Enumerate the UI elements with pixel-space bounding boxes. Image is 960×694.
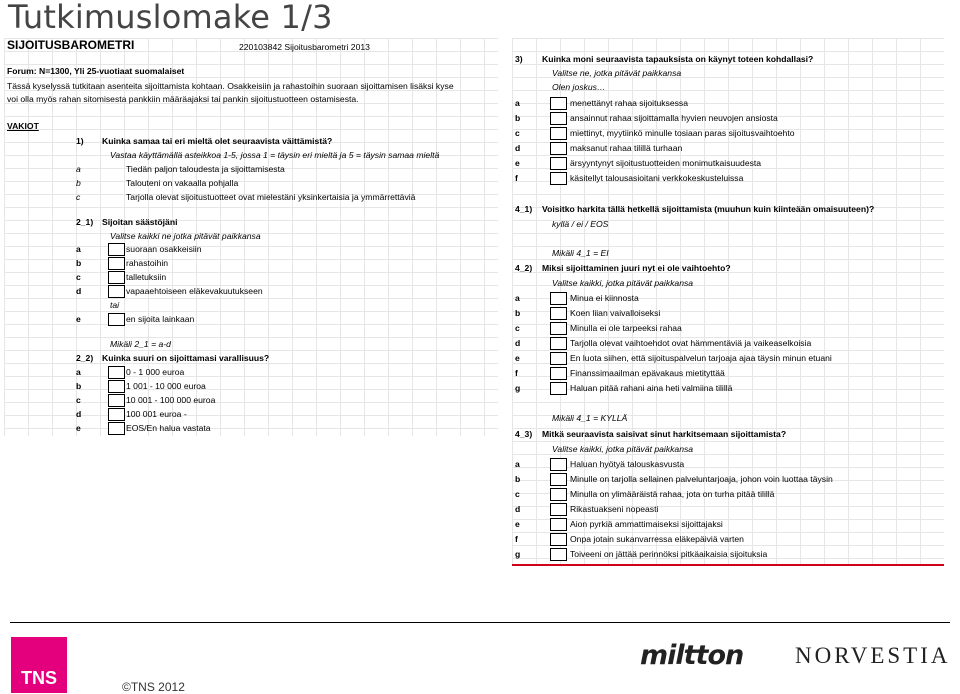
item-letter: c <box>76 192 81 202</box>
forum-line: Forum: N=1300, Yli 25-vuotiaat suomalaiset <box>7 66 185 76</box>
question-number: 1) <box>76 136 84 146</box>
question-instruction: Olen joskus… <box>552 82 606 92</box>
item-text: vapaaehtoiseen eläkevakuutukseen <box>126 286 263 296</box>
item-letter: f <box>515 534 518 544</box>
item-text: maksanut rahaa tilillä turhaan <box>570 143 683 153</box>
question-text: Kuinka suuri on sijoittamasi varallisuus? <box>102 353 270 363</box>
checkbox[interactable] <box>550 142 567 155</box>
item-letter: b <box>76 381 82 391</box>
question-text: Sijoitan säästöjäni <box>102 217 178 227</box>
question-text: Kuinka samaa tai eri mieltä olet seuraavista väittämistä? <box>102 136 333 146</box>
or-label: tai <box>110 300 120 310</box>
question-number: 4_2) <box>515 263 533 273</box>
item-text: En luota siihen, että sijoituspalvelun tarjoaja ajaa täysin minun etuani <box>570 353 832 363</box>
footer-divider <box>10 622 950 623</box>
item-letter: f <box>515 173 518 183</box>
item-letter: f <box>515 368 518 378</box>
question-text: Mitkä seuraavista saisivat sinut harkitsemaan sijoittamista? <box>542 429 787 439</box>
checkbox[interactable] <box>550 548 567 561</box>
slide-title: Tutkimuslomake 1/3 <box>8 0 333 36</box>
checkbox[interactable] <box>550 97 567 110</box>
survey-code: 220103842 Sijoitusbarometri 2013 <box>239 42 370 52</box>
checkbox[interactable] <box>108 366 125 379</box>
item-letter: a <box>76 244 81 254</box>
item-text: Minulla on ylimääräistä rahaa, jota on turha pitää tilillä <box>570 489 775 499</box>
item-letter: b <box>515 308 521 318</box>
item-letter: b <box>515 113 521 123</box>
item-text: Onpa jotain sukanvarressa eläkepäiviä varten <box>570 534 744 544</box>
condition-note: Mikäli 2_1 = a-d <box>110 339 171 349</box>
survey-header: SIJOITUSBAROMETRI <box>7 38 135 52</box>
item-letter: e <box>515 353 520 363</box>
question-instruction: Valitse kaikki, jotka pitävät paikkansa <box>552 278 694 288</box>
item-text: suoraan osakkeisiin <box>126 244 202 254</box>
question-instruction: Vastaa käyttämällä asteikkoa 1-5, jossa 1 = täysin eri mieltä ja 5 = täysin samaa mieltä <box>110 150 440 160</box>
section-vakiot: VAKIOT <box>7 121 39 131</box>
item-letter: e <box>515 158 520 168</box>
item-letter: e <box>515 519 520 529</box>
item-letter: b <box>515 474 521 484</box>
item-letter: d <box>515 338 521 348</box>
checkbox[interactable] <box>550 367 567 380</box>
item-letter: c <box>515 128 520 138</box>
item-letter: g <box>515 549 521 559</box>
condition-note: Mikäli 4_1 = KYLLÄ <box>552 413 628 423</box>
item-letter: a <box>76 367 81 377</box>
item-letter: a <box>515 98 520 108</box>
item-text: en sijoita lainkaan <box>126 314 195 324</box>
item-letter: d <box>76 409 82 419</box>
tns-logo: TNS <box>11 637 67 693</box>
intro-line-1: Tässä kyselyssä tutkitaan asenteita sijoittamista kohtaan. Osakkeisiin ja rahastoihin suoraan sijoittamisen lisäksi kyse <box>7 81 454 91</box>
checkbox[interactable] <box>550 112 567 125</box>
checkbox[interactable] <box>108 243 125 256</box>
item-text: Minulla ei ole tarpeeksi rahaa <box>570 323 682 333</box>
checkbox[interactable] <box>550 488 567 501</box>
item-text: ärsyyntynyt sijoitustuotteiden monimutkaisuudesta <box>570 158 762 168</box>
item-letter: e <box>76 423 81 433</box>
item-letter: a <box>515 293 520 303</box>
item-letter: a <box>515 459 520 469</box>
checkbox[interactable] <box>550 473 567 486</box>
item-letter: b <box>76 178 81 188</box>
item-text: 100 001 euroa - <box>126 409 187 419</box>
question-number: 4_1) <box>515 204 533 214</box>
item-text: Talouteni on vakaalla pohjalla <box>126 178 239 188</box>
checkbox[interactable] <box>550 127 567 140</box>
checkbox[interactable] <box>550 518 567 531</box>
item-text: Minulle on tarjolla sellainen palveluntarjoaja, johon voin luottaa täysin <box>570 474 833 484</box>
question-instruction: Valitse kaikki, jotka pitävät paikkansa <box>552 444 694 454</box>
item-text: Tarjolla olevat vaihtoehdot ovat hämmentäviä ja vaikeaselkoisia <box>570 338 812 348</box>
questionnaire-sheet-left <box>4 38 498 436</box>
item-text: 10 001 - 100 000 euroa <box>126 395 216 405</box>
checkbox[interactable] <box>550 503 567 516</box>
answer-options: kyllä / ei / EOS <box>552 219 609 229</box>
question-number: 3) <box>515 54 523 64</box>
item-letter: c <box>515 323 520 333</box>
questionnaire-sheet-right <box>512 38 944 566</box>
checkbox[interactable] <box>550 292 567 305</box>
checkbox[interactable] <box>108 422 125 435</box>
item-letter: b <box>76 258 82 268</box>
question-text: Miksi sijoittaminen juuri nyt ei ole vaihtoehto? <box>542 263 731 273</box>
item-text: käsitellyt talousasioitani verkkokeskusteluissa <box>570 173 744 183</box>
question-number: 4_3) <box>515 429 533 439</box>
item-text: Aion pyrkiä ammattimaiseksi sijoittajaksi <box>570 519 723 529</box>
checkbox[interactable] <box>550 533 567 546</box>
item-text: EOS/En halua vastata <box>126 423 211 433</box>
item-letter: d <box>515 504 521 514</box>
checkbox[interactable] <box>550 157 567 170</box>
condition-note: Mikäli 4_1 = EI <box>552 248 609 258</box>
checkbox[interactable] <box>550 458 567 471</box>
item-letter: d <box>515 143 521 153</box>
item-text: Rikastuakseni nopeasti <box>570 504 659 514</box>
item-text: Minua ei kiinnosta <box>570 293 639 303</box>
item-text: Haluan pitää rahani aina heti valmiina tilillä <box>570 383 733 393</box>
item-text: miettinyt, myytiinkö minulle tosiaan paras sijoitusvaihtoehto <box>570 128 795 138</box>
copyright-text: ©TNS 2012 <box>122 680 185 694</box>
question-text: Voisitko harkita tällä hetkellä sijoittamista (muuhun kuin kiinteään omaisuuteen)? <box>542 204 875 214</box>
question-instruction: Valitse ne, jotka pitävät paikkansa <box>552 68 682 78</box>
item-letter: g <box>515 383 521 393</box>
checkbox[interactable] <box>108 408 125 421</box>
item-text: Koen liian vaivalloiseksi <box>570 308 661 318</box>
checkbox[interactable] <box>550 307 567 320</box>
checkbox[interactable] <box>108 271 125 284</box>
item-letter: e <box>76 314 81 324</box>
item-letter: c <box>76 272 81 282</box>
miltton-logo: miltton <box>640 640 744 671</box>
item-text: Toiveeni on jättää perinnöksi pitkäaikaisia sijoituksia <box>570 549 768 559</box>
checkbox[interactable] <box>550 337 567 350</box>
item-text: menettänyt rahaa sijoituksessa <box>570 98 688 108</box>
intro-line-2: voi olla myös rahan sitomisesta pankkiin määräajaksi tai pankin sijoitustuotteen ostamisesta. <box>7 94 359 104</box>
item-letter: c <box>76 395 81 405</box>
checkbox[interactable] <box>550 172 567 185</box>
item-letter: a <box>76 164 81 174</box>
question-instruction: Valitse kaikki ne jotka pitävät paikkansa <box>110 231 261 241</box>
item-text: Haluan hyötyä talouskasvusta <box>570 459 685 469</box>
item-text: Tarjolla olevat sijoitustuotteet ovat mielestäni yksinkertaisia ja ymmärrettäviä <box>126 192 416 202</box>
item-text: rahastoihin <box>126 258 169 268</box>
checkbox[interactable] <box>108 394 125 407</box>
question-number: 2_2) <box>76 353 94 363</box>
item-text: ansainnut rahaa sijoittamalla hyvien neuvojen ansiosta <box>570 113 778 123</box>
checkbox[interactable] <box>108 313 125 326</box>
item-text: talletuksiin <box>126 272 167 282</box>
item-text: 1 001 - 10 000 euroa <box>126 381 206 391</box>
norvestia-logo: NORVESTIA <box>795 643 951 668</box>
question-number: 2_1) <box>76 217 94 227</box>
checkbox[interactable] <box>550 322 567 335</box>
checkbox[interactable] <box>550 382 567 395</box>
question-text: Kuinka moni seuraavista tapauksista on käynyt toteen kohdallasi? <box>542 54 814 64</box>
item-text: 0 - 1 000 euroa <box>126 367 185 377</box>
checkbox[interactable] <box>108 257 125 270</box>
item-letter: d <box>76 286 82 296</box>
item-text: Tiedän paljon taloudesta ja sijoittamisesta <box>126 164 285 174</box>
item-letter: c <box>515 489 520 499</box>
checkbox[interactable] <box>108 380 125 393</box>
checkbox[interactable] <box>550 352 567 365</box>
checkbox[interactable] <box>108 285 125 298</box>
item-text: Finanssimaailman epävakaus mietityttää <box>570 368 725 378</box>
